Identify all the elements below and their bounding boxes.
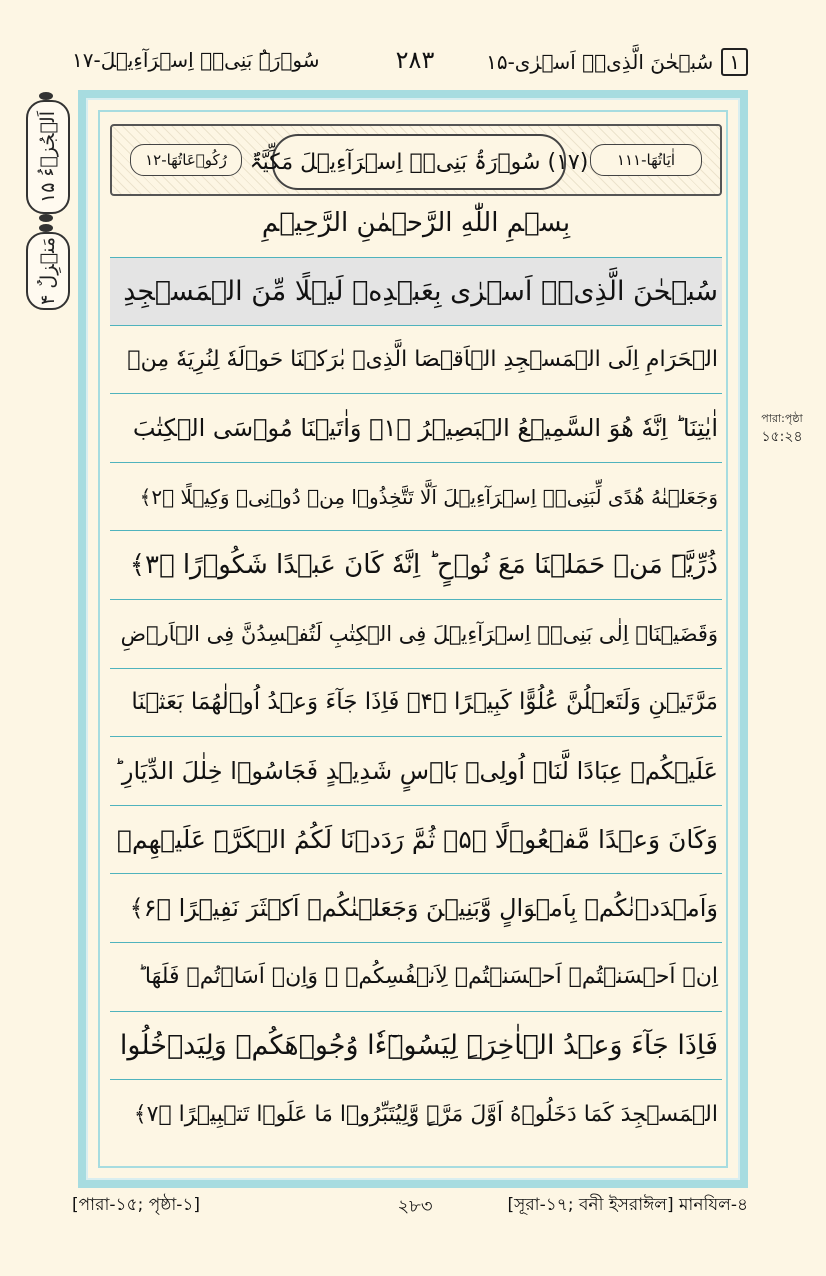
juz-label: اَلۡجُزۡءُ ۱۵ [37,110,59,203]
frame-border [86,98,740,1180]
verse-line[interactable]: اِنۡ اَحۡسَنۡتُمۡ اَحۡسَنۡتُمۡ لِاَنۡفُسِکُمۡ ۟ وَاِنۡ اَسَاۡتُمۡ فَلَهَا ؕ [110,943,722,1012]
surah-header-banner [110,124,722,196]
page-number: ۲۸۳ [395,46,435,74]
footer-para-page: [পারা-১৫; পৃষ্ঠা-১] [72,1195,201,1215]
footer-page-number: ২৮৩ [397,1196,433,1217]
verse-line[interactable]: فَاِذَا جَآءَ وَعۡدُ الۡاٰخِرَۃِ لِیَسُوۡٓءٗا وُجُوۡهَکُمۡ وَلِیَدۡخُلُوا [110,1012,722,1081]
juz-marker [26,100,70,214]
ref-value: ১৫:২৪ [761,429,803,445]
header-juz-title [486,48,748,76]
page-header [0,0,826,86]
basmala: بِسۡمِ اللّٰهِ الرَّحۡمٰنِ الرَّحِیۡمِ [261,208,571,238]
verse-line[interactable]: وَجَعَلۡنٰهُ هُدًی لِّبَنِیۡۤ اِسۡرَآءِیۡلَ اَلَّا تَتَّخِذُوۡا مِنۡ دُوۡنِیۡ وَکِیۡلًا ﴿۲﴾ [110,463,722,532]
verse-line[interactable]: الۡمَسۡجِدَ کَمَا دَخَلُوۡهُ اَوَّلَ مَرَّۃٍ وَّلِیُتَبِّرُوۡا مَا عَلَوۡا تَتۡبِیۡرًا ﴿۷﴾ [133,1101,718,1127]
ref-label: পারা:পৃষ্ঠা [761,412,803,425]
header-surah-title: سُوۡرَۃُ بَنِیۡۤ اِسۡرَآءِیۡلَ-۱۷ [72,48,320,72]
page-footer [0,1190,826,1230]
verse-line[interactable]: سُبۡحٰنَ الَّذِیۡۤ اَسۡرٰی بِعَبۡدِهٖ لَیۡلًا مِّنَ الۡمَسۡجِدِ [110,257,722,326]
para-page-reference [752,410,812,446]
ornament-dot [39,224,53,232]
ruku-count: رُکُوۡعَاتُهَا-۱۲ [130,144,242,176]
verse-line[interactable]: ذُرِّیَّۃَ مَنۡ حَمَلۡنَا مَعَ نُوۡحٍ ؕ اِنَّهٗ کَانَ عَبۡدًا شَکُوۡرًا ﴿۳﴾ [110,531,722,600]
manzil-marker [26,232,70,310]
verse-line[interactable]: وَاَمۡدَدۡنٰکُمۡ بِاَمۡوَالٍ وَّبَنِیۡنَ وَجَعَلۡنٰکُمۡ اَکۡثَرَ نَفِیۡرًا ﴿۶﴾ [110,874,722,943]
ayat-count: اٰیَاتُهَا-۱۱۱ [590,144,702,176]
manzil-label: مَنۡزِلٌ ۴ [37,237,59,305]
verse-line[interactable]: مَرَّتَیۡنِ وَلَتَعۡلُنَّ عُلُوًّا کَبِیۡرًا ﴿۴﴾ فَاِذَا جَآءَ وَعۡدُ اُوۡلٰهُمَا بَعَثۡنَا [110,669,722,738]
verse-line[interactable]: عَلَیۡکُمۡ عِبَادًا لَّنَاۤ اُولِیۡ بَاۡسٍ شَدِیۡدٍ فَجَاسُوۡا خِلٰلَ الدِّیَارِ ؕ [110,737,722,806]
ornament-dot [39,92,53,100]
verse-line[interactable]: وَکَانَ وَعۡدًا مَّفۡعُوۡلًا ﴿۵﴾ ثُمَّ رَدَدۡنَا لَکُمُ الۡکَرَّۃَ عَلَیۡهِمۡ [110,806,722,875]
verse-lines [110,257,722,1149]
ruku-number-box: ۱ [721,48,748,76]
verse-line[interactable]: الۡحَرَامِ اِلَی الۡمَسۡجِدِ الۡاَقۡصَا الَّذِیۡ بٰرَکۡنَا حَوۡلَهٗ لِنُرِیَهٗ مِنۡ [110,326,722,395]
page-frame [78,90,748,1188]
surah-title: (۱۷) سُوۡرَۃُ بَنِیۡۤ اِسۡرَآءِیۡلَ مَکِّیَّۃٌ [272,134,566,190]
ornament-dot [39,214,53,222]
text-area [98,110,728,1168]
header-juz-text: سُبۡحٰنَ الَّذِیۡۤ اَسۡرٰی-۱۵ [486,50,714,74]
verse-line[interactable]: اٰیٰتِنَا ؕ اِنَّهٗ هُوَ السَّمِیۡعُ الۡبَصِیۡرُ ﴿۱﴾ وَاٰتَیۡنَا مُوۡسَی الۡکِتٰبَ [110,394,722,463]
footer-surah-manzil: [সূরা-১৭; বনী ইসরাঈল] মানযিল-৪ [507,1195,748,1215]
verse-line[interactable]: وَقَضَیۡنَاۤ اِلٰی بَنِیۡۤ اِسۡرَآءِیۡلَ فِی الۡکِتٰبِ لَتُفۡسِدُنَّ فِی الۡاَرۡضِ [110,600,722,669]
